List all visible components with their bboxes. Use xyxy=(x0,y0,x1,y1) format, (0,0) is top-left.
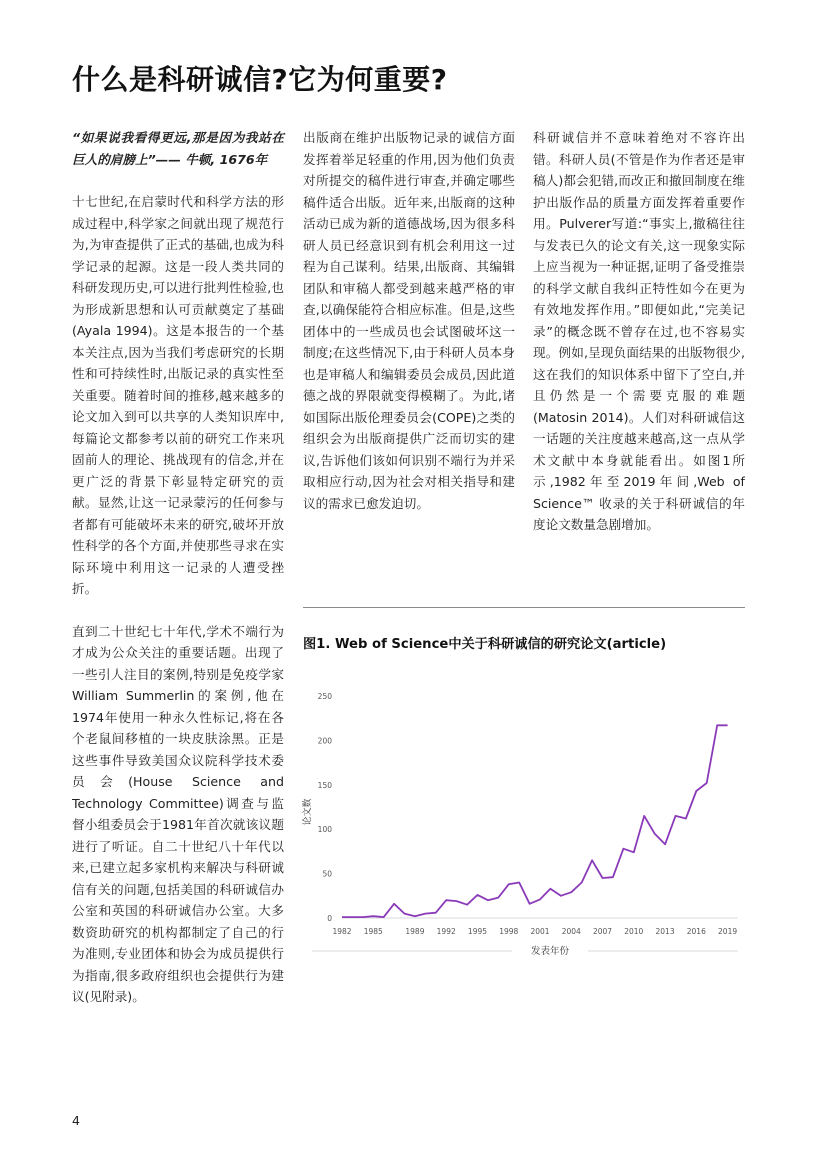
x-tick-label: 1989 xyxy=(405,927,425,936)
x-tick-label: 2001 xyxy=(530,927,550,936)
x-tick-label: 1992 xyxy=(436,927,456,936)
x-tick-label: 1985 xyxy=(363,927,383,936)
col3-paragraph-1: 科研诚信并不意味着绝对不容许出错。科研人员(不管是作为作者还是审稿人)都会犯错,而改正和撤回制度在维护出版作品的质量方面发挥着重要作用。Pulverer写道:“事实上,撤稿往往与发表已久的论文有关,这一现象实际上应当视为一种证据,证明了备受推崇的科学文献自我纠正特性如今在更为有效地发挥作用。”即便如此,“完美记录”的概念既不曾存在过,也不容易实现。例如,呈现负面结果的出版物很少,这在我们的知识体系中留下了空白,并且仍然是一个需要克服的难题(Matosin 2014)。人们对科研诚信这一话题的关注度越来越高,这一点从学术文献中本身就能看出。如图1所示,1982年至2019年间,Web of Science™ 收录的关于科研诚信的年度论文数量急剧增加。 xyxy=(533,130,745,532)
x-tick-label: 2007 xyxy=(592,927,613,936)
col1-paragraph-1: 十七世纪,在启蒙时代和科学方法的形成过程中,科学家之间就出现了规范行为,为审查提供了正式的基础,也成为科学记录的起源。这是一段人类共同的科研发现历史,可以进行批判性检验,也为形成新思想和认可贡献奠定了基础(Ayala 1994)。这是本报告的一个基本关注点,因为当我们考虑研究的长期性和可持续性时,出版记录的真实性至关重要。随着时间的推移,越来越多的论文加入到可以共享的人类知识库中,每篇论文都参考以前的研究工作来巩固前人的理论、挑战现有的信念,并在更广泛的背景下彰显特定研究的贡献。显然,让这一记录蒙污的任何参与者都有可能破坏未来的研究,破坏开放性科学的各个方面,并使那些寻求在实际环境中利用这一记录的人遭受挫折。 xyxy=(72,194,284,596)
column-2 xyxy=(303,127,515,514)
page-title: 什么是科研诚信?它为何重要? xyxy=(72,63,448,96)
figure-title: 图1. Web of Science中关于科研诚信的研究论文(article) xyxy=(303,637,667,652)
column-1 xyxy=(72,127,284,1008)
y-axis-label: 论文数 xyxy=(303,798,313,826)
col1-paragraph-2: 直到二十世纪七十年代,学术不端行为才成为公众关注的重要话题。出现了一些引人注目的案例,特别是免疫学家William Summerlin的案例,他在1974年使用一种永久性标记,将在各个老鼠间移植的一块皮肤涂黑。正是这些事件导致美国众议院科学技术委员会(House Science and Technology Committee)调查与监督小组委员会于1981年首次就该议题进行了听证。自二十世纪八十年代以来,已建立起多家机构来解决与科研诚信有关的问题,包括美国的科研诚信办公室和英国的科研诚信办公室。大多数资助研究的机构都制定了自己的行为准则,专业团体和协会为成员提供行为指南,很多政府组织也会提供行为建议(见附录)。 xyxy=(72,623,284,1004)
x-tick-label: 2004 xyxy=(561,927,581,936)
series-line xyxy=(342,725,728,917)
x-tick-label: 1982 xyxy=(332,927,352,936)
x-tick-label: 2010 xyxy=(624,927,644,936)
y-tick-label: 100 xyxy=(317,825,332,835)
y-tick-label: 150 xyxy=(317,780,332,790)
col2-paragraph-1: 出版商在维护出版物记录的诚信方面发挥着举足轻重的作用,因为他们负责对所提交的稿件进行审查,并确定哪些稿件适合出版。近年来,出版商的这种活动已成为新的道德战场,因为很多科研人员已经意识到有机会利用这一过程为自己谋利。结果,出版商、其编辑团队和审稿人都受到越来越严格的审查,以确保能符合相应标准。但是,这些团体中的一些成员也会试图破坏这一制度;在这些情况下,由于科研人员本身也是审稿人和编辑委员会成员,因此道德之战的界限就变得模糊了。为此,诸如国际出版伦理委员会(COPE)之类的组织会为出版商提供广泛而切实的建议,告诉他们该如何识别不端行为并采取相应行动,因为社会对相关指导和建议的需求已愈发迫切。 xyxy=(303,130,515,511)
x-tick-label: 2019 xyxy=(718,927,738,936)
figure-1-chart xyxy=(296,678,756,968)
y-tick-label: 0 xyxy=(327,914,332,923)
page-number: 4 xyxy=(72,1113,80,1128)
column-3 xyxy=(533,127,745,536)
x-axis-label: 发表年份 xyxy=(530,946,570,957)
x-tick-label: 2013 xyxy=(655,927,675,936)
y-tick-label: 50 xyxy=(322,869,332,879)
y-tick-label: 200 xyxy=(317,736,332,746)
x-tick-label: 1995 xyxy=(467,927,488,936)
newton-quote: “如果说我看得更远,那是因为我站在巨人的肩膀上”—— 牛顿, 1676年 xyxy=(72,130,284,167)
figure-divider xyxy=(303,607,745,608)
x-tick-label: 2016 xyxy=(686,927,706,936)
y-tick-label: 250 xyxy=(317,692,332,701)
x-tick-label: 1998 xyxy=(499,927,519,936)
